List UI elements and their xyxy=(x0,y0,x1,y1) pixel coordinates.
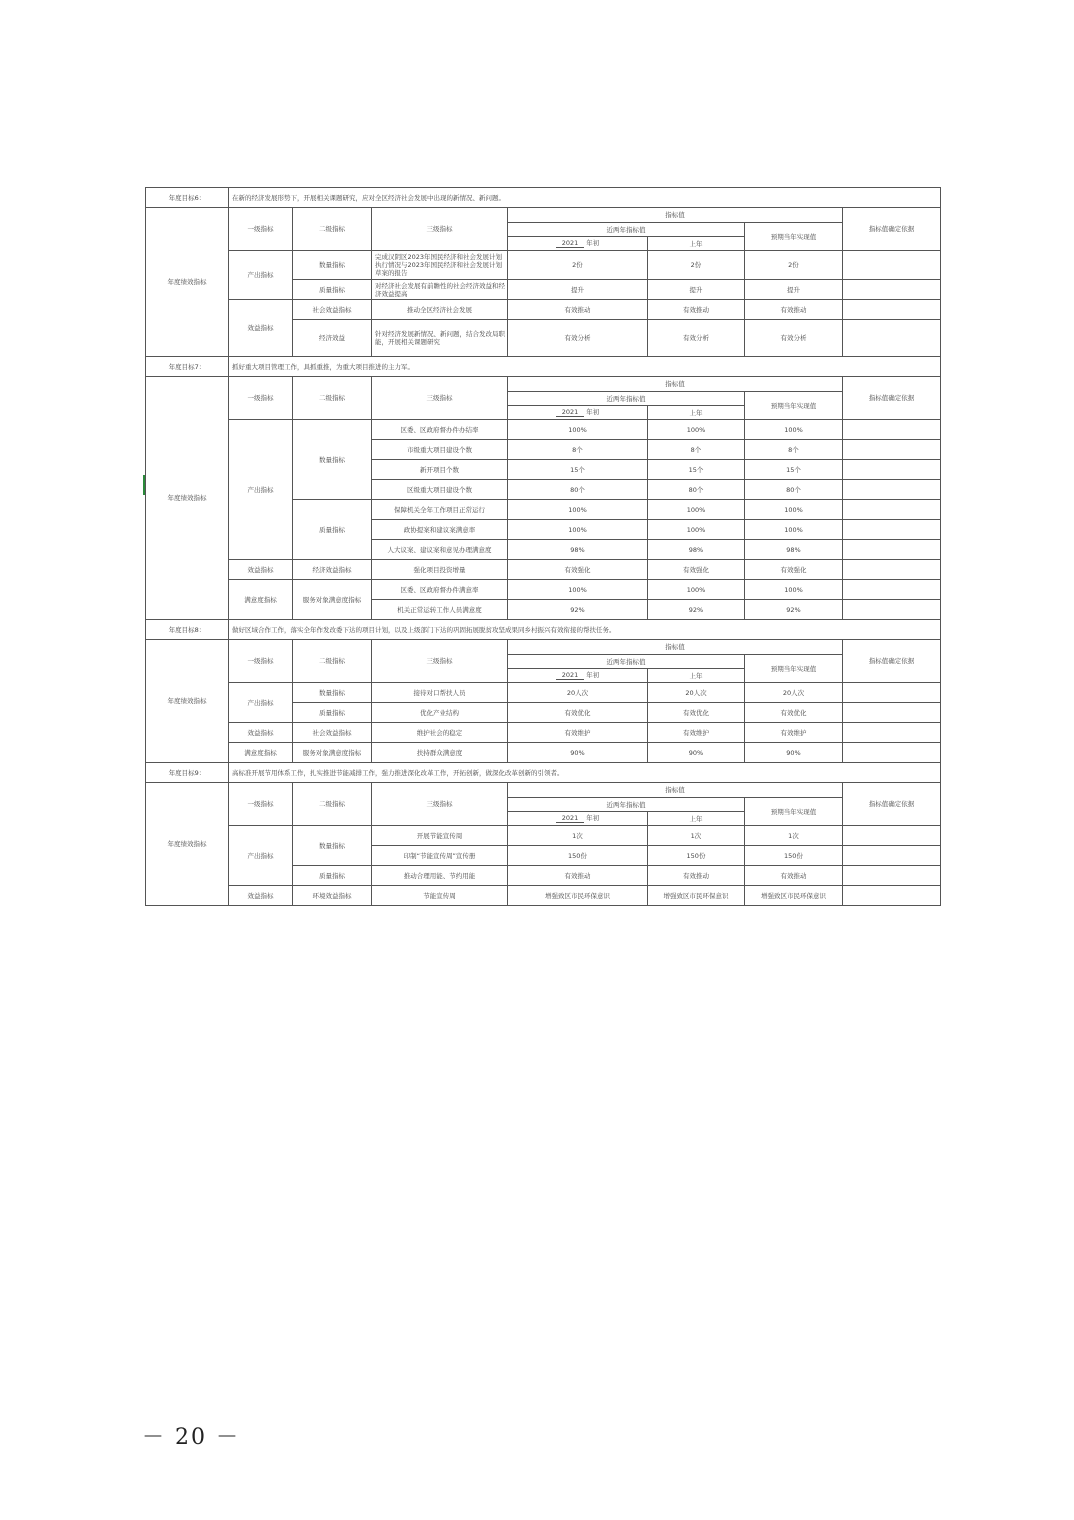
header-year xyxy=(508,669,648,683)
basis-cell xyxy=(843,500,941,520)
level2-cell: 服务对象满意度指标 xyxy=(293,580,372,620)
basis-cell xyxy=(843,866,941,886)
value-expected: 8个 xyxy=(745,440,843,460)
level3-cell: 节能宣传周 xyxy=(372,886,508,906)
page-number: － 20 － xyxy=(142,1425,240,1450)
value-2021: 有效优化 xyxy=(508,703,648,723)
header-row xyxy=(146,208,941,223)
value-last-year: 20人次 xyxy=(648,683,745,703)
table-row xyxy=(146,251,941,280)
level2-cell: 质量指标 xyxy=(293,500,372,560)
level3-cell: 市级重大项目建设个数 xyxy=(372,440,508,460)
level2-cell: 社会效益指标 xyxy=(293,300,372,320)
value-last-year: 提升 xyxy=(648,280,745,300)
value-2021: 80个 xyxy=(508,480,648,500)
value-expected: 1次 xyxy=(745,826,843,846)
level3-cell: 保障机关全年工作项目正常运行 xyxy=(372,500,508,520)
level3-cell: 对经济社会发展有前瞻性的社会经济效益和经济效益提高 xyxy=(372,280,508,300)
perf-label: 年度绩效指标 xyxy=(146,640,229,763)
goal-label: 年度目标6： xyxy=(146,188,229,208)
value-last-year: 有效推动 xyxy=(648,300,745,320)
value-expected: 100% xyxy=(745,500,843,520)
header-basis: 指标值确定依据 xyxy=(843,208,941,251)
value-2021: 100% xyxy=(508,580,648,600)
table-row xyxy=(146,723,941,743)
basis-cell xyxy=(843,600,941,620)
value-last-year: 8个 xyxy=(648,440,745,460)
header-level1: 一级指标 xyxy=(229,208,293,251)
level1-cell: 产出指标 xyxy=(229,826,293,886)
header-recent-years: 近两年指标值 xyxy=(508,655,745,669)
level1-cell: 产出指标 xyxy=(229,251,293,300)
table-row xyxy=(146,560,941,580)
goal-row xyxy=(146,188,941,208)
goal-row xyxy=(146,763,941,783)
header-basis: 指标值确定依据 xyxy=(843,377,941,420)
value-2021: 20人次 xyxy=(508,683,648,703)
level1-cell: 产出指标 xyxy=(229,683,293,723)
goal-text: 抓好重大项目管理工作，具抓重推，为重大项目推进的主力军。 xyxy=(229,357,941,377)
level1-cell: 满意度指标 xyxy=(229,580,293,620)
level3-cell: 人大议案、建议案和意见办理满意度 xyxy=(372,540,508,560)
basis-cell xyxy=(843,703,941,723)
level3-cell: 强化项目投资增量 xyxy=(372,560,508,580)
header-level3: 三级指标 xyxy=(372,208,508,251)
header-last-year: 上年 xyxy=(648,812,745,826)
performance-table-document xyxy=(145,187,940,906)
level2-cell: 数量指标 xyxy=(293,826,372,866)
value-expected: 提升 xyxy=(745,280,843,300)
level3-cell: 开展节能宣传周 xyxy=(372,826,508,846)
header-year-value: 2021 xyxy=(556,239,585,248)
header-recent-years: 近两年指标值 xyxy=(508,223,745,237)
goal-text: 在新的经济发展形势下，开展相关课题研究，应对全区经济社会发展中出现的新情况、新问题。 xyxy=(229,188,941,208)
goal-label: 年度目标7： xyxy=(146,357,229,377)
header-basis: 指标值确定依据 xyxy=(843,783,941,826)
header-index-value: 指标值 xyxy=(508,783,843,798)
level2-cell: 经济效益 xyxy=(293,320,372,357)
header-expected: 预期当年实现值 xyxy=(745,223,843,251)
header-row xyxy=(146,377,941,392)
level2-cell: 数量指标 xyxy=(293,683,372,703)
perf-label: 年度绩效指标 xyxy=(146,783,229,906)
table-row xyxy=(146,886,941,906)
table-row xyxy=(146,743,941,763)
header-level2: 二级指标 xyxy=(293,377,372,420)
header-year-value: 2021 xyxy=(556,814,585,823)
level3-cell: 印制“节能宣传周”宣传册 xyxy=(372,846,508,866)
level2-cell: 服务对象满意度指标 xyxy=(293,743,372,763)
value-last-year: 100% xyxy=(648,520,745,540)
value-expected: 92% xyxy=(745,600,843,620)
table-row xyxy=(146,826,941,846)
value-2021: 提升 xyxy=(508,280,648,300)
value-2021: 98% xyxy=(508,540,648,560)
level1-cell: 满意度指标 xyxy=(229,743,293,763)
level3-cell: 机关正常运转工作人员满意度 xyxy=(372,600,508,620)
goal-label: 年度目标8： xyxy=(146,620,229,640)
level3-cell: 完成汉阴区2023年国民经济和社会发展计划执行情况与2023年国民经济和社会发展计划草案的报告 xyxy=(372,251,508,280)
header-year-suffix: 年初 xyxy=(586,408,600,416)
header-index-value: 指标值 xyxy=(508,377,843,392)
header-year-value: 2021 xyxy=(556,671,585,680)
header-index-value: 指标值 xyxy=(508,208,843,223)
performance-goals-table xyxy=(145,187,941,906)
header-last-year: 上年 xyxy=(648,406,745,420)
header-last-year: 上年 xyxy=(648,237,745,251)
header-year-value: 2021 xyxy=(556,408,585,417)
header-year xyxy=(508,812,648,826)
value-last-year: 有效推动 xyxy=(648,866,745,886)
value-2021: 有效维护 xyxy=(508,723,648,743)
header-recent-years: 近两年指标值 xyxy=(508,798,745,812)
value-last-year: 有效分析 xyxy=(648,320,745,357)
value-last-year: 有效强化 xyxy=(648,560,745,580)
basis-cell xyxy=(843,460,941,480)
header-row xyxy=(146,640,941,655)
header-row xyxy=(146,783,941,798)
value-2021: 90% xyxy=(508,743,648,763)
value-expected: 有效强化 xyxy=(745,560,843,580)
level1-cell: 效益指标 xyxy=(229,300,293,357)
basis-cell xyxy=(843,251,941,280)
value-2021: 150份 xyxy=(508,846,648,866)
level1-cell: 产出指标 xyxy=(229,420,293,560)
goal-text: 做好区域合作工作，落实全年作发改委下达的项目计划，以及上级部门下达的巩固拓展脱贫攻坚成果同乡村振兴有效衔接的帮扶任务。 xyxy=(229,620,941,640)
value-2021: 100% xyxy=(508,420,648,440)
value-expected: 有效推动 xyxy=(745,866,843,886)
level2-cell: 数量指标 xyxy=(293,420,372,500)
value-last-year: 15个 xyxy=(648,460,745,480)
cell-marker xyxy=(143,475,145,495)
value-last-year: 100% xyxy=(648,500,745,520)
value-2021: 有效分析 xyxy=(508,320,648,357)
value-2021: 15个 xyxy=(508,460,648,480)
value-expected: 有效优化 xyxy=(745,703,843,723)
value-last-year: 增强致区市民环保意识 xyxy=(648,886,745,906)
header-year-suffix: 年初 xyxy=(586,239,600,247)
header-expected: 预期当年实现值 xyxy=(745,798,843,826)
basis-cell xyxy=(843,300,941,320)
header-year-suffix: 年初 xyxy=(586,671,600,679)
header-year-suffix: 年初 xyxy=(586,814,600,822)
basis-cell xyxy=(843,420,941,440)
table-row xyxy=(146,683,941,703)
level3-cell: 推动合理用能、节约用能 xyxy=(372,866,508,886)
level2-cell: 质量指标 xyxy=(293,280,372,300)
perf-label: 年度绩效指标 xyxy=(146,208,229,357)
goal-row xyxy=(146,357,941,377)
header-level1: 一级指标 xyxy=(229,377,293,420)
header-level3: 三级指标 xyxy=(372,640,508,683)
level2-cell: 质量指标 xyxy=(293,703,372,723)
value-expected: 有效分析 xyxy=(745,320,843,357)
value-expected: 100% xyxy=(745,580,843,600)
header-year xyxy=(508,406,648,420)
header-index-value: 指标值 xyxy=(508,640,843,655)
table-row xyxy=(146,300,941,320)
value-last-year: 80个 xyxy=(648,480,745,500)
perf-label: 年度绩效指标 xyxy=(146,377,229,620)
level1-cell: 效益指标 xyxy=(229,560,293,580)
value-last-year: 98% xyxy=(648,540,745,560)
basis-cell xyxy=(843,723,941,743)
value-2021: 100% xyxy=(508,500,648,520)
value-2021: 100% xyxy=(508,520,648,540)
level3-cell: 新开项目个数 xyxy=(372,460,508,480)
value-2021: 1次 xyxy=(508,826,648,846)
value-expected: 15个 xyxy=(745,460,843,480)
level3-cell: 接待对口帮扶人员 xyxy=(372,683,508,703)
value-last-year: 1次 xyxy=(648,826,745,846)
basis-cell xyxy=(843,683,941,703)
basis-cell xyxy=(843,320,941,357)
goal-row xyxy=(146,620,941,640)
header-level3: 三级指标 xyxy=(372,377,508,420)
header-level1: 一级指标 xyxy=(229,640,293,683)
level2-cell: 质量指标 xyxy=(293,866,372,886)
level3-cell: 扶持群众满意度 xyxy=(372,743,508,763)
value-last-year: 2份 xyxy=(648,251,745,280)
basis-cell xyxy=(843,580,941,600)
basis-cell xyxy=(843,440,941,460)
level3-cell: 区委、区政府督办件满意率 xyxy=(372,580,508,600)
value-last-year: 90% xyxy=(648,743,745,763)
level3-cell: 优化产业结构 xyxy=(372,703,508,723)
header-last-year: 上年 xyxy=(648,669,745,683)
value-expected: 100% xyxy=(745,420,843,440)
value-expected: 98% xyxy=(745,540,843,560)
level2-cell: 环境效益指标 xyxy=(293,886,372,906)
value-expected: 20人次 xyxy=(745,683,843,703)
value-2021: 有效推动 xyxy=(508,866,648,886)
level3-cell: 针对经济发展新情况、新问题，结合发改局职能，开展相关课题研究 xyxy=(372,320,508,357)
value-expected: 增强致区市民环保意识 xyxy=(745,886,843,906)
value-2021: 8个 xyxy=(508,440,648,460)
basis-cell xyxy=(843,480,941,500)
value-last-year: 150份 xyxy=(648,846,745,866)
value-last-year: 92% xyxy=(648,600,745,620)
header-level3: 三级指标 xyxy=(372,783,508,826)
level2-cell: 数量指标 xyxy=(293,251,372,280)
header-level2: 二级指标 xyxy=(293,783,372,826)
level2-cell: 经济效益指标 xyxy=(293,560,372,580)
table-row xyxy=(146,420,941,440)
value-expected: 2份 xyxy=(745,251,843,280)
value-expected: 有效维护 xyxy=(745,723,843,743)
value-2021: 有效推动 xyxy=(508,300,648,320)
header-year xyxy=(508,237,648,251)
header-recent-years: 近两年指标值 xyxy=(508,392,745,406)
basis-cell xyxy=(843,826,941,846)
value-2021: 92% xyxy=(508,600,648,620)
basis-cell xyxy=(843,560,941,580)
goal-label: 年度目标9： xyxy=(146,763,229,783)
header-expected: 预期当年实现值 xyxy=(745,655,843,683)
basis-cell xyxy=(843,846,941,866)
level3-cell: 政协提案和建议案满意率 xyxy=(372,520,508,540)
header-level2: 二级指标 xyxy=(293,208,372,251)
basis-cell xyxy=(843,280,941,300)
value-2021: 有效强化 xyxy=(508,560,648,580)
value-last-year: 有效维护 xyxy=(648,723,745,743)
level1-cell: 效益指标 xyxy=(229,886,293,906)
basis-cell xyxy=(843,540,941,560)
value-last-year: 100% xyxy=(648,420,745,440)
header-level2: 二级指标 xyxy=(293,640,372,683)
level3-cell: 推动全区经济社会发展 xyxy=(372,300,508,320)
value-expected: 有效推动 xyxy=(745,300,843,320)
header-expected: 预期当年实现值 xyxy=(745,392,843,420)
basis-cell xyxy=(843,743,941,763)
value-expected: 90% xyxy=(745,743,843,763)
goal-text: 高标准开展节用体系工作，扎实推进节能减排工作，强力推进深化改革工作，开拓创新，做深化改革创新的引领者。 xyxy=(229,763,941,783)
level3-cell: 维护社会的稳定 xyxy=(372,723,508,743)
basis-cell xyxy=(843,520,941,540)
value-expected: 100% xyxy=(745,520,843,540)
value-last-year: 100% xyxy=(648,580,745,600)
level1-cell: 效益指标 xyxy=(229,723,293,743)
value-2021: 增强致区市民环保意识 xyxy=(508,886,648,906)
table-row xyxy=(146,580,941,600)
level3-cell: 区级重大项目建设个数 xyxy=(372,480,508,500)
level3-cell: 区委、区政府督办件办结率 xyxy=(372,420,508,440)
value-expected: 80个 xyxy=(745,480,843,500)
value-last-year: 有效优化 xyxy=(648,703,745,723)
value-expected: 150份 xyxy=(745,846,843,866)
basis-cell xyxy=(843,886,941,906)
value-2021: 2份 xyxy=(508,251,648,280)
level2-cell: 社会效益指标 xyxy=(293,723,372,743)
header-basis: 指标值确定依据 xyxy=(843,640,941,683)
header-level1: 一级指标 xyxy=(229,783,293,826)
